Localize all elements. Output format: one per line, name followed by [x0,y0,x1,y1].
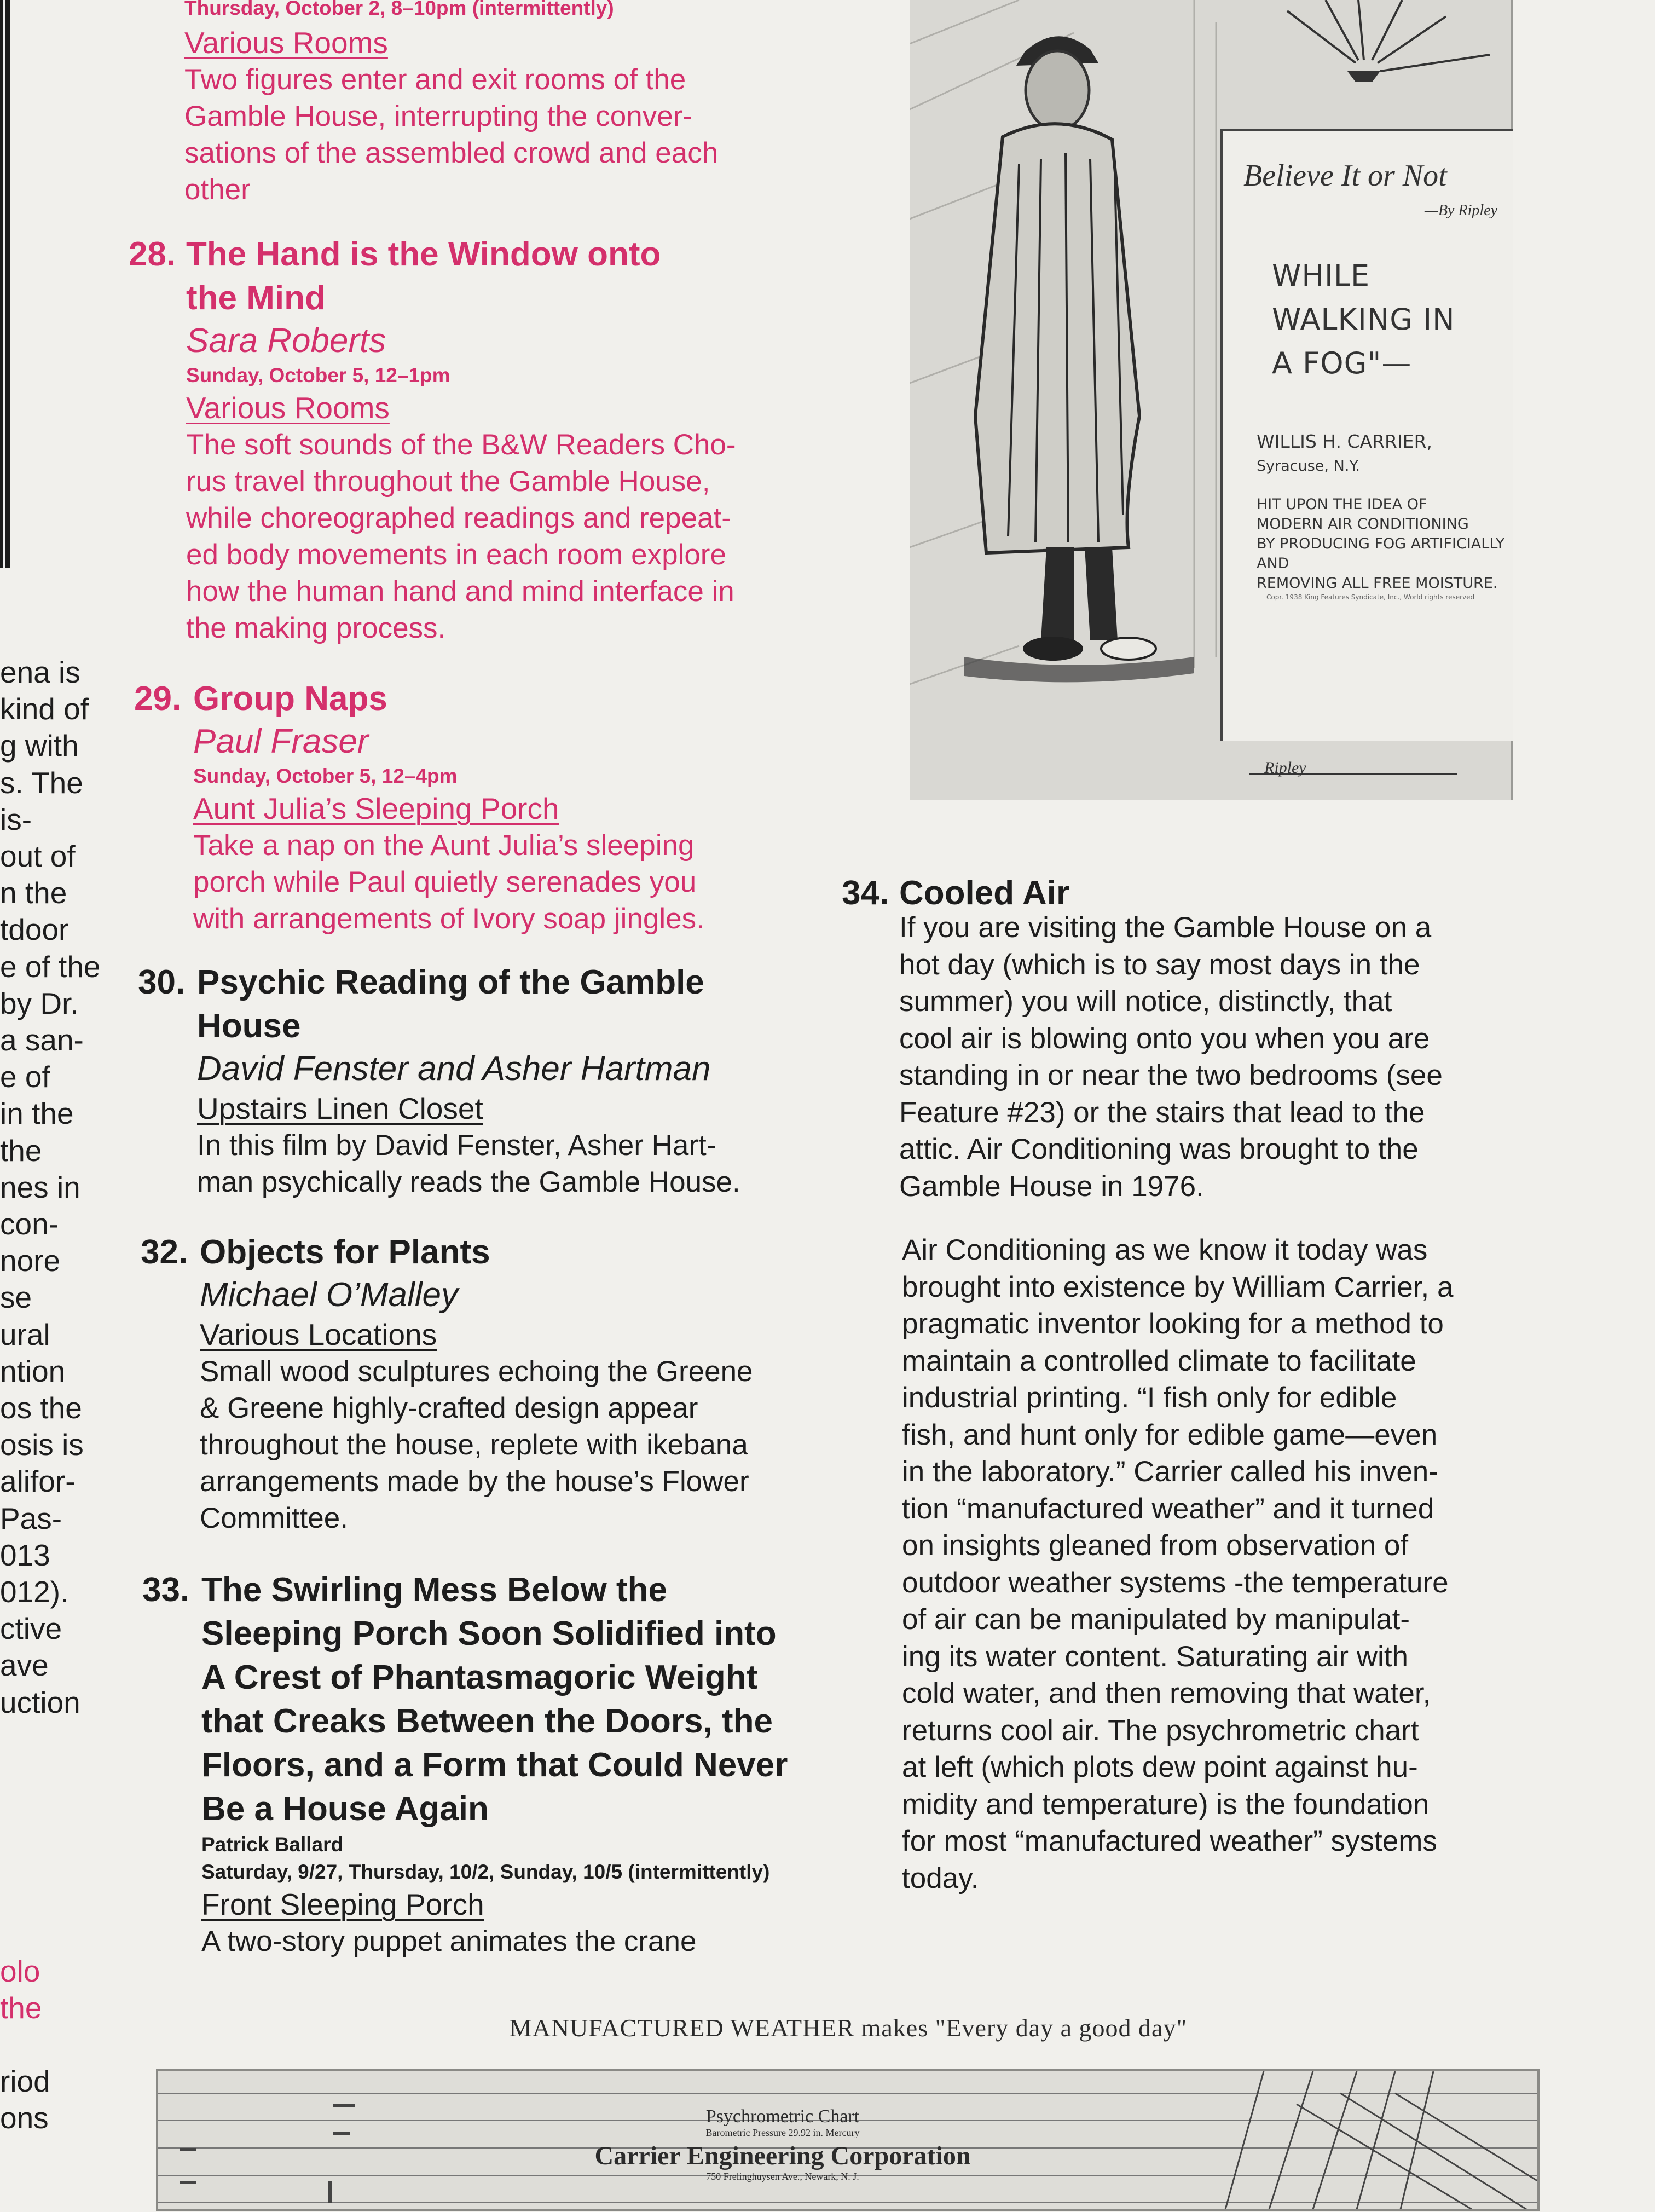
text-line: HIT UPON THE IDEA OF [1257,496,1427,513]
left-column-fragment: con- [0,1207,59,1241]
left-column-fragment: e of [0,1060,50,1094]
left-column-fragment: n the [0,876,67,910]
chart-caption: MANUFACTURED WEATHER makes "Every day a good day" [509,2014,1188,2042]
left-column-fragment: 013 [0,1538,50,1572]
text-line: Gamble House, interrupting the conver- [184,100,692,132]
entry-34-title: Cooled Air [899,874,1070,912]
left-column-fragment: ena is [0,655,80,689]
chart-title: Psychrometric Chart [705,2106,860,2127]
text-line: MODERN AIR CONDITIONING [1257,516,1469,533]
text-line: hot day (which is to say most days in the [899,948,1420,981]
text-line: Psychic Reading of the Gamble [197,963,704,1001]
text-line: today. [902,1862,979,1895]
text-line: that Creaks Between the Doors, the [201,1702,773,1740]
entry-29-location: Aunt Julia’s Sleeping Porch [193,792,559,825]
entry-30-location: Upstairs Linen Closet [197,1091,483,1125]
left-column-fragment: in the [0,1096,74,1131]
entry-30-title [197,961,849,1048]
text-line: how the human hand and mind interface in [186,575,734,608]
text-line: porch while Paul quietly serenades you [193,866,697,898]
text-line: cold water, and then removing that water, [902,1677,1431,1709]
entry-28-description [186,426,835,646]
left-column-fragment: osis is [0,1428,84,1462]
text-line: at left (which plots dew point against hu- [902,1751,1418,1783]
entry-28-date: Sunday, October 5, 12–1pm [186,364,450,386]
text-line: summer) you will notice, distinctly, that [899,985,1392,1018]
text-line: WHILE [1272,258,1370,293]
text-line: WALKING IN [1272,302,1455,337]
text-line: REMOVING ALL FREE MOISTURE. [1257,575,1498,592]
left-column-fragment: riod [0,2064,50,2098]
text-line: The Swirling Mess Below the [201,1571,667,1609]
ripley-headline [1272,254,1455,385]
left-column-fragment: out of [0,839,76,874]
entry-32-description [200,1353,852,1537]
left-column-fragment: tdoor [0,912,69,947]
left-column-fragment [0,2026,66,2063]
text-line: maintain a controlled climate to facilitate [902,1344,1416,1377]
ripley-name: WILLIS H. CARRIER, [1257,431,1432,452]
text-line: If you are visiting the Gamble House on a [899,911,1432,944]
text-line: The soft sounds of the B&W Readers Cho- [186,429,736,461]
text-line: Two figures enter and exit rooms of the [184,63,686,96]
left-column-fragment: ural [0,1317,50,1352]
text-line: fish, and hunt only for edible game—even [902,1418,1438,1451]
left-column-fragment: e of the [0,949,101,984]
text-line: on insights gleaned from observation of [902,1529,1409,1562]
text-line: industrial printing. “I fish only for edible [902,1382,1397,1414]
text-line: sations of the assembled crowd and each [184,137,719,169]
ripley-byline: —By Ripley [1425,202,1497,219]
text-line: of air can be manipulated by manipulat- [902,1603,1410,1636]
left-column-fragment: nes in [0,1170,80,1204]
text-line: Be a House Again [201,1790,489,1828]
left-column-fragment: ntion [0,1354,66,1388]
left-column-fragment: kind of [0,692,89,726]
left-cropped-column [0,654,104,1721]
text-line: House [197,1007,301,1045]
entry-34-paragraph-2 [902,1232,1537,1897]
left-column-fragment: by Dr. [0,986,79,1020]
entry-29-description [193,827,840,937]
entry-34-paragraph-1 [899,909,1534,1205]
entry-33 [142,1568,865,1960]
left-column-fragment: ave [0,1648,49,1683]
ripley-caption [1257,495,1513,593]
text-line: A Crest of Phantasmagoric Weight [201,1659,758,1696]
left-column-fragment: the [0,1991,42,2025]
left-column-fragment: is- [0,802,32,836]
text-line: Floors, and a Form that Could Never [201,1746,788,1784]
text-line: attic. Air Conditioning was brought to the [899,1133,1419,1165]
entry-33-date: Saturday, 9/27, Thursday, 10/2, Sunday, 10/5 (intermittently) [201,1861,770,1883]
text-line: Objects for Plants [200,1233,490,1271]
entry-33-artist: Patrick Ballard [201,1833,344,1856]
entry-28-title [186,233,835,320]
text-line: tion “manufactured weather” and it turned [902,1492,1434,1525]
entry-top-location: Various Rooms [184,26,388,60]
text-line: Group Naps [193,680,387,718]
text-line: Air Conditioning as we know it today was [902,1234,1428,1266]
entry-28-artist: Sara Roberts [186,322,386,360]
ripley-text-panel [1220,129,1513,741]
entry-top-date: Thursday, October 2, 8–10pm (intermittently) [184,0,614,19]
entry-34-number: 34. [842,874,889,912]
entry-28-location: Various Rooms [186,391,390,425]
entry-29-number: 29. [134,680,182,718]
left-column-fragment: se [0,1280,32,1315]
left-column-fragment: ons [0,2101,49,2135]
chart-subtitle: Barometric Pressure 29.92 in. Mercury [705,2127,860,2138]
entry-29-date: Sunday, October 5, 12–4pm [193,765,458,787]
entry-29-title [193,677,840,721]
chart-company: Carrier Engineering Corporation [594,2141,971,2170]
text-line: the Mind [186,279,326,317]
text-line: Committee. [200,1502,348,1534]
text-line: the making process. [186,612,446,644]
text-line: pragmatic inventor looking for a method to [902,1308,1444,1340]
entry-33-title [201,1568,865,1831]
text-line: for most “manufactured weather” systems [902,1825,1437,1857]
entry-34 [842,871,1537,915]
text-line: Feature #23) or the stairs that lead to the [899,1096,1425,1129]
text-line: Gamble House in 1976. [899,1170,1204,1203]
entry-32-number: 32. [141,1233,188,1271]
text-line: brought into existence by William Carrier, a [902,1270,1454,1303]
text-line: ed body movements in each room explore [186,539,726,571]
ripley-title: Believe It or Not [1243,159,1447,193]
chart-address: 750 Frelinghuysen Ave., Newark, N. J. [706,2171,859,2182]
text-line: ing its water content. Saturating air with [902,1640,1409,1673]
ripley-signature: Ripley [1264,759,1306,777]
left-column-fragment: os the [0,1391,82,1425]
text-line: returns cool air. The psychrometric chart [902,1714,1419,1747]
text-line: The Hand is the Window onto [186,235,661,273]
entry-32-artist: Michael O’Malley [200,1276,459,1314]
text-line: throughout the house, replete with ikebana [200,1429,748,1461]
text-line: Take a nap on the Aunt Julia’s sleeping [193,829,695,862]
text-line: with arrangements of Ivory soap jingles. [193,903,704,935]
entry-29 [134,677,840,937]
left-column-fragment: ctive [0,1612,62,1646]
entry-33-number: 33. [142,1571,190,1609]
text-line: rus travel throughout the Gamble House, [186,465,710,498]
entry-30-number: 30. [138,963,186,1001]
entry-32-location: Various Locations [200,1318,437,1352]
ripley-copyright: Copr. 1938 King Features Syndicate, Inc., World rights reserved [1266,593,1475,601]
left-column-fragment: alifor- [0,1464,76,1499]
left-column-fragment: a san- [0,1023,84,1058]
text-line: while choreographed readings and repeat- [186,502,731,534]
entry-top-continued [184,0,869,208]
ripley-place: Syracuse, N.Y. [1257,458,1360,475]
text-line: in the laboratory.” Carrier called his inven- [902,1456,1438,1488]
text-line: midity and temperature) is the foundation [902,1788,1430,1821]
text-line: standing in or near the two bedrooms (see [899,1059,1443,1091]
text-line: outdoor weather systems -the temperature [902,1566,1449,1599]
text-line: arrangements made by the house’s Flower [200,1465,749,1498]
text-line: A two-story puppet animates the crane [201,1925,697,1957]
entry-29-artist: Paul Fraser [193,723,369,760]
left-frame-bar-inner [3,0,5,568]
entry-30-description [197,1127,849,1200]
left-column-fragment: 012). [0,1575,69,1609]
chart-label-block [558,2106,1007,2182]
left-column-fragment: uction [0,1685,80,1719]
left-column-fragment: the [0,1133,42,1168]
text-line: A FOG"— [1272,346,1412,380]
text-line: Small wood sculptures echoing the Greene [200,1355,753,1388]
left-column-fragment: Pas- [0,1501,62,1535]
entry-32-title [200,1231,852,1274]
text-line: In this film by David Fenster, Asher Hart- [197,1129,716,1162]
entry-30 [138,961,849,1200]
entry-28-number: 28. [129,235,176,273]
left-cropped-column-bottom [0,1953,66,2136]
left-column-fragment: g with [0,729,79,763]
text-line: other [184,174,251,206]
entry-33-location: Front Sleeping Porch [201,1887,484,1921]
entry-32 [141,1231,852,1537]
entry-28 [129,233,835,646]
entry-30-artist: David Fenster and Asher Hartman [197,1050,711,1088]
left-column-fragment: nore [0,1244,61,1278]
entry-33-description [201,1923,865,1960]
text-line: BY PRODUCING FOG ARTIFICIALLY AND [1257,535,1505,572]
left-column-fragment: s. The [0,765,83,800]
text-line: & Greene highly-crafted design appear [200,1392,698,1424]
left-column-fragment: olo [0,1954,40,1988]
text-line: Sleeping Porch Soon Solidified into [201,1615,777,1653]
entry-top-description [184,61,869,208]
text-line: cool air is blowing onto you when you are [899,1022,1430,1055]
text-line: man psychically reads the Gamble House. [197,1166,740,1198]
